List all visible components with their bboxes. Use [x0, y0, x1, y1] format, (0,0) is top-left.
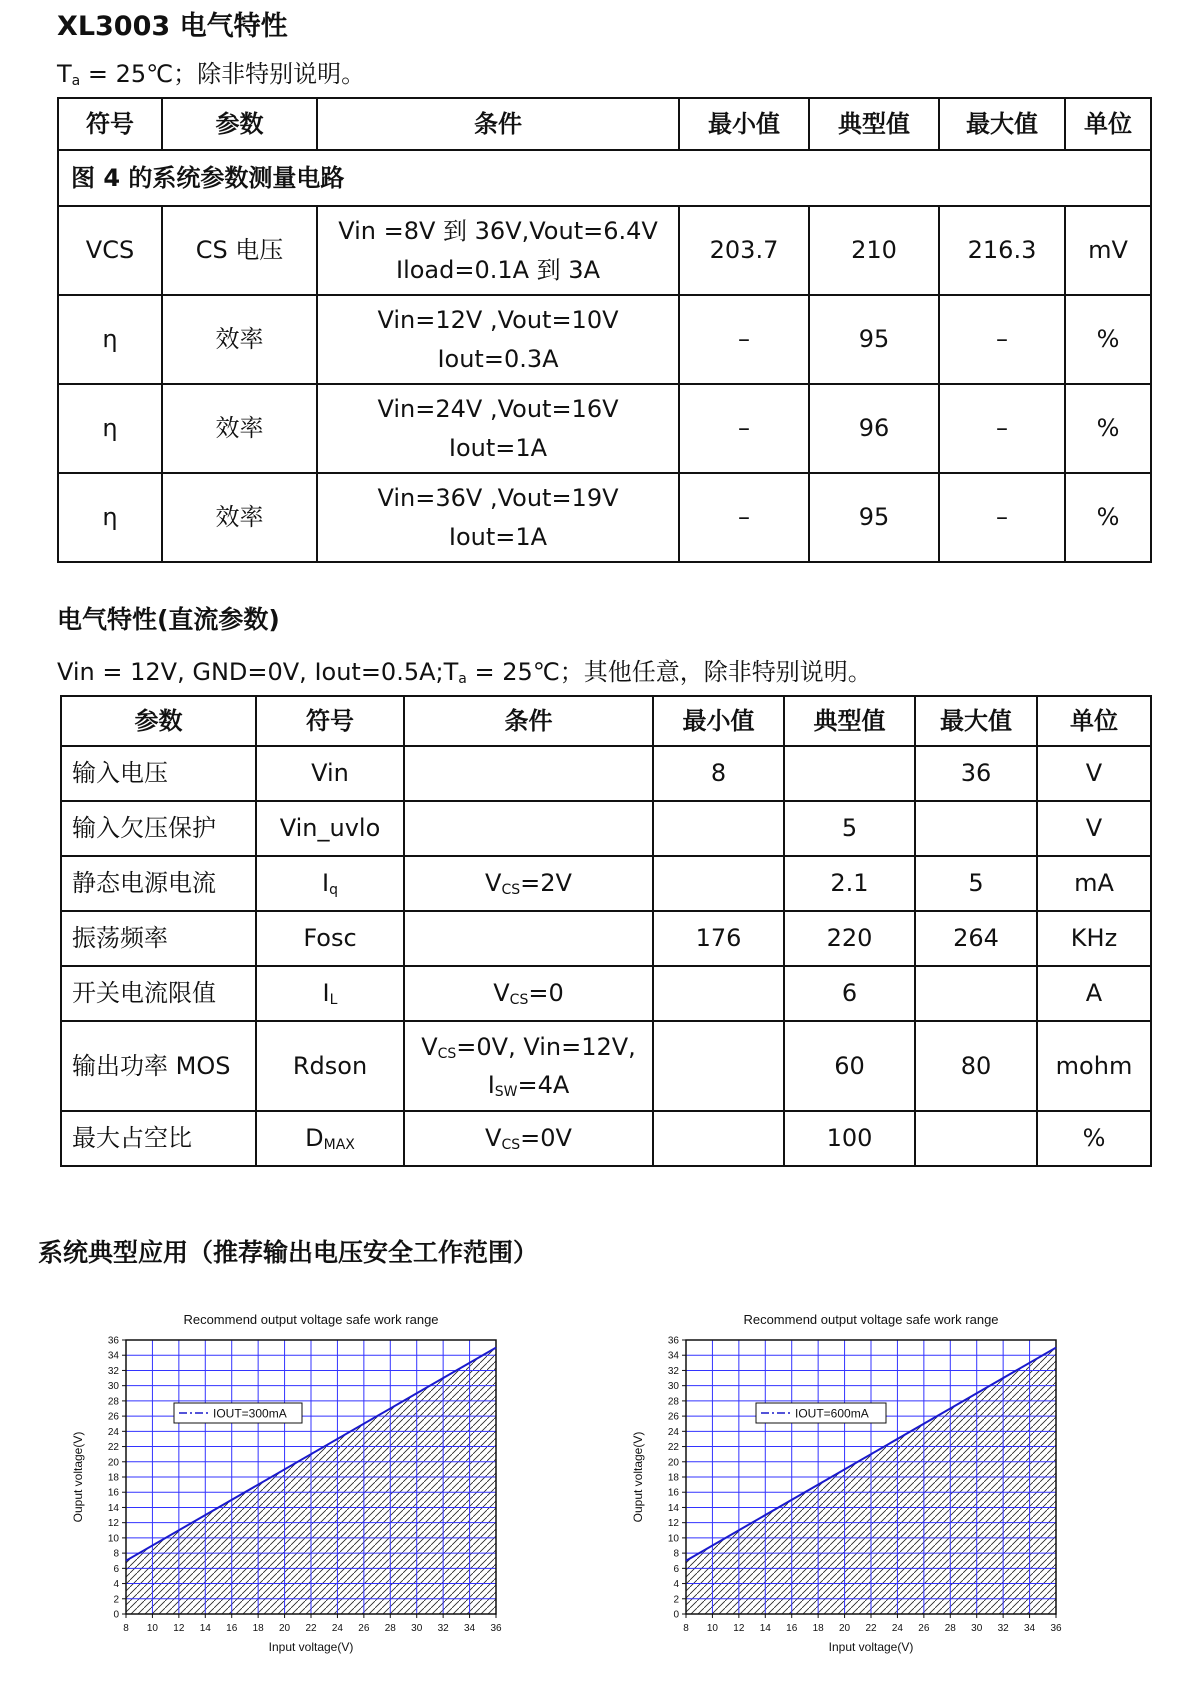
condition-cell: [317, 206, 679, 295]
condition-cell: VCS=0V, Vin=12V, ISW=4A: [404, 1021, 653, 1111]
max-cell: 5: [915, 856, 1037, 911]
condition-cell: [404, 801, 653, 856]
condition-line: Iload=0.1A 到 3A: [395, 255, 600, 284]
table-header-row: [61, 696, 1151, 746]
condition-cell: VCS=0V: [404, 1111, 653, 1166]
param-cell: 输入电压: [61, 746, 256, 801]
condition-cell: [317, 384, 679, 473]
min-cell: 8: [653, 746, 784, 801]
typ-cell: [784, 746, 915, 801]
x-tick-label: 30: [411, 1623, 423, 1634]
y-tick-label: 32: [107, 1365, 119, 1377]
y-tick-label: 16: [667, 1487, 679, 1499]
y-tick-label: 10: [667, 1533, 679, 1545]
min-cell: [653, 856, 784, 911]
symbol-cell: Vin_uvlo: [256, 801, 404, 856]
symbol-cell: η: [58, 384, 162, 473]
symbol-cell: η: [58, 295, 162, 384]
typ-cell: 2.1: [784, 856, 915, 911]
min-cell: [653, 801, 784, 856]
x-tick-label: 34: [1024, 1623, 1036, 1634]
page-title: XL3003 电气特性: [57, 11, 288, 42]
x-tick-label: 36: [1050, 1623, 1062, 1634]
x-tick-label: 22: [865, 1623, 877, 1634]
y-axis-label: Ouput voltage(V): [71, 1431, 85, 1523]
dc-conditions-note: [57, 652, 872, 687]
condition-cell: [317, 295, 679, 384]
header-cell: 符号: [256, 696, 404, 746]
header-cell: 单位: [1037, 696, 1151, 746]
y-tick-label: 4: [673, 1579, 679, 1591]
y-tick-label: 36: [107, 1335, 119, 1347]
x-tick-label: 18: [812, 1623, 824, 1634]
y-tick-label: 2: [113, 1594, 119, 1606]
max-cell: 80: [915, 1021, 1037, 1111]
x-tick-label: 22: [305, 1623, 317, 1634]
min-cell: [653, 1111, 784, 1166]
condition-line: Iout=1A: [448, 433, 548, 462]
condition-line: Vin=24V ,Vout=16V: [377, 395, 619, 424]
y-tick-label: 24: [107, 1426, 119, 1438]
header-cell: 典型值: [809, 98, 939, 150]
y-tick-label: 6: [673, 1563, 679, 1575]
chart-title: Recommend output voltage safe work range: [743, 1312, 999, 1327]
x-tick-label: 16: [226, 1623, 238, 1634]
y-tick-label: 16: [107, 1487, 119, 1499]
table-row: [61, 801, 1151, 856]
y-tick-label: 22: [107, 1442, 119, 1454]
condition-cell: VCS=0: [404, 966, 653, 1021]
max-cell: –: [939, 384, 1065, 473]
x-tick-label: 30: [971, 1623, 983, 1634]
param-cell: 效率: [162, 295, 317, 384]
header-cell: 典型值: [784, 696, 915, 746]
x-tick-label: 26: [358, 1623, 370, 1634]
y-tick-label: 12: [107, 1518, 119, 1530]
y-tick-label: 30: [107, 1381, 119, 1393]
table-row: [61, 966, 1151, 1021]
min-cell: [653, 1021, 784, 1111]
typ-cell: 96: [809, 384, 939, 473]
min-cell: 203.7: [679, 206, 809, 295]
typical-application-heading: 系统典型应用（推荐输出电压安全工作范围）: [38, 1238, 539, 1267]
x-tick-label: 12: [733, 1623, 745, 1634]
unit-cell: V: [1037, 746, 1151, 801]
y-tick-label: 28: [107, 1396, 119, 1408]
symbol-cell: Vin: [256, 746, 404, 801]
header-cell: 最小值: [653, 696, 784, 746]
param-cell: 最大占空比: [61, 1111, 256, 1166]
y-tick-label: 22: [667, 1442, 679, 1454]
x-tick-label: 12: [173, 1623, 185, 1634]
y-tick-label: 24: [667, 1426, 679, 1438]
param-cell: 效率: [162, 384, 317, 473]
y-tick-label: 34: [107, 1350, 119, 1362]
x-axis-label: Input voltage(V): [828, 1640, 914, 1654]
header-cell: 最大值: [915, 696, 1037, 746]
symbol-cell: η: [58, 473, 162, 562]
condition-line: Iout=1A: [448, 522, 548, 551]
safe-range-chart-600ma: [620, 1300, 1110, 1690]
y-tick-label: 6: [113, 1563, 119, 1575]
ta-symbol: T: [57, 60, 72, 88]
x-tick-label: 10: [706, 1623, 718, 1634]
y-tick-label: 8: [113, 1548, 119, 1560]
legend-label: IOUT=300mA: [213, 1406, 287, 1421]
condition-line: Vin=12V ,Vout=10V: [377, 306, 619, 335]
ta-subscript: a: [458, 671, 467, 687]
min-cell: [653, 966, 784, 1021]
table-row: [61, 1111, 1151, 1166]
unit-cell: mA: [1037, 856, 1151, 911]
header-cell: 参数: [61, 696, 256, 746]
y-tick-label: 34: [667, 1350, 679, 1362]
symbol-cell: IL: [256, 966, 404, 1021]
unit-cell: A: [1037, 966, 1151, 1021]
x-tick-label: 32: [437, 1623, 449, 1634]
unit-cell: mohm: [1037, 1021, 1151, 1111]
x-tick-label: 14: [759, 1623, 771, 1634]
conditions-note: [57, 54, 365, 89]
unit-cell: %: [1037, 1111, 1151, 1166]
condition-cell: [404, 911, 653, 966]
min-cell: –: [679, 295, 809, 384]
y-tick-label: 20: [107, 1457, 119, 1469]
typ-cell: 95: [809, 295, 939, 384]
x-tick-label: 24: [331, 1623, 343, 1634]
param-cell: 输入欠压保护: [61, 801, 256, 856]
max-cell: [915, 801, 1037, 856]
legend-label: IOUT=600mA: [795, 1406, 869, 1421]
min-cell: –: [679, 384, 809, 473]
y-tick-label: 14: [107, 1502, 119, 1514]
y-tick-label: 18: [667, 1472, 679, 1484]
y-tick-label: 18: [107, 1472, 119, 1484]
section-row: [58, 150, 1151, 206]
unit-cell: KHz: [1037, 911, 1151, 966]
x-tick-label: 36: [490, 1623, 502, 1634]
symbol-cell: Rdson: [256, 1021, 404, 1111]
table-row: [61, 856, 1151, 911]
dc-parameters-heading: 电气特性(直流参数): [57, 605, 280, 634]
header-cell: 条件: [404, 696, 653, 746]
table-row: [58, 384, 1151, 473]
table-row: [58, 473, 1151, 562]
x-tick-label: 20: [279, 1623, 291, 1634]
y-axis-label: Ouput voltage(V): [631, 1431, 645, 1523]
condition-cell: [317, 473, 679, 562]
x-axis-label: Input voltage(V): [268, 1640, 354, 1654]
symbol-cell: Fosc: [256, 911, 404, 966]
unit-cell: %: [1065, 473, 1151, 562]
condition-cell: [404, 746, 653, 801]
x-tick-label: 8: [683, 1623, 689, 1634]
header-cell: 单位: [1065, 98, 1151, 150]
unit-cell: %: [1065, 384, 1151, 473]
param-cell: 静态电源电流: [61, 856, 256, 911]
y-tick-label: 10: [107, 1533, 119, 1545]
typ-cell: 210: [809, 206, 939, 295]
param-cell: 开关电流限值: [61, 966, 256, 1021]
conditions-text: = 25℃；其他任意，除非特别说明。: [466, 658, 872, 686]
typ-cell: 220: [784, 911, 915, 966]
y-tick-label: 4: [113, 1579, 119, 1591]
table-header-row: [58, 98, 1151, 150]
unit-cell: mV: [1065, 206, 1151, 295]
table-row: [61, 911, 1151, 966]
y-tick-label: 14: [667, 1502, 679, 1514]
system-parameter-table: [57, 97, 1152, 563]
x-tick-label: 26: [918, 1623, 930, 1634]
x-tick-label: 20: [839, 1623, 851, 1634]
max-cell: –: [939, 473, 1065, 562]
table-row: [61, 1021, 1151, 1111]
max-cell: [915, 1111, 1037, 1166]
typ-cell: 5: [784, 801, 915, 856]
max-cell: 264: [915, 911, 1037, 966]
x-tick-label: 28: [384, 1623, 396, 1634]
ta-subscript: a: [71, 73, 81, 89]
header-cell: 符号: [58, 98, 162, 150]
y-tick-label: 28: [667, 1396, 679, 1408]
symbol-cell: DMAX: [256, 1111, 404, 1166]
conditions-text: Vin = 12V, GND=0V, Iout=0.5A;T: [57, 658, 459, 686]
symbol-cell: Iq: [256, 856, 404, 911]
x-tick-label: 8: [123, 1623, 129, 1634]
typ-cell: 60: [784, 1021, 915, 1111]
max-cell: –: [939, 295, 1065, 384]
unit-cell: V: [1037, 801, 1151, 856]
y-tick-label: 32: [667, 1365, 679, 1377]
x-tick-label: 10: [146, 1623, 158, 1634]
conditions-text: = 25℃；除非特别说明。: [80, 60, 366, 88]
max-cell: [915, 966, 1037, 1021]
x-tick-label: 24: [891, 1623, 903, 1634]
condition-cell: VCS=2V: [404, 856, 653, 911]
y-tick-label: 30: [667, 1381, 679, 1393]
y-tick-label: 36: [667, 1335, 679, 1347]
param-cell: CS 电压: [162, 206, 317, 295]
typ-cell: 100: [784, 1111, 915, 1166]
x-tick-label: 32: [997, 1623, 1009, 1634]
min-cell: –: [679, 473, 809, 562]
x-tick-label: 16: [786, 1623, 798, 1634]
header-cell: 最大值: [939, 98, 1065, 150]
y-tick-label: 2: [673, 1594, 679, 1606]
param-cell: 振荡频率: [61, 911, 256, 966]
y-tick-label: 20: [667, 1457, 679, 1469]
header-cell: 参数: [162, 98, 317, 150]
param-cell: 效率: [162, 473, 317, 562]
table-row: [61, 746, 1151, 801]
y-tick-label: 0: [673, 1609, 679, 1621]
header-cell: 最小值: [679, 98, 809, 150]
x-tick-label: 18: [252, 1623, 264, 1634]
dc-parameter-table: [60, 695, 1152, 1167]
y-tick-label: 26: [107, 1411, 119, 1423]
condition-line: Vin=36V ,Vout=19V: [377, 484, 619, 513]
y-tick-label: 0: [113, 1609, 119, 1621]
max-cell: 216.3: [939, 206, 1065, 295]
y-tick-label: 12: [667, 1518, 679, 1530]
x-tick-label: 28: [944, 1623, 956, 1634]
x-tick-label: 34: [464, 1623, 476, 1634]
condition-line: Vin =8V 到 36V,Vout=6.4V: [338, 217, 658, 246]
table-row: [58, 295, 1151, 384]
param-cell: 输出功率 MOS: [61, 1021, 256, 1111]
unit-cell: %: [1065, 295, 1151, 384]
chart-title: Recommend output voltage safe work range: [183, 1312, 439, 1327]
y-tick-label: 26: [667, 1411, 679, 1423]
header-cell: 条件: [317, 98, 679, 150]
min-cell: 176: [653, 911, 784, 966]
condition-line: Iout=0.3A: [437, 344, 559, 373]
x-tick-label: 14: [199, 1623, 211, 1634]
safe-range-chart-300ma: [60, 1300, 550, 1690]
max-cell: 36: [915, 746, 1037, 801]
symbol-cell: VCS: [58, 206, 162, 295]
section-label: 图 4 的系统参数测量电路: [58, 150, 1151, 206]
typ-cell: 95: [809, 473, 939, 562]
y-tick-label: 8: [673, 1548, 679, 1560]
table-row: [58, 206, 1151, 295]
typ-cell: 6: [784, 966, 915, 1021]
